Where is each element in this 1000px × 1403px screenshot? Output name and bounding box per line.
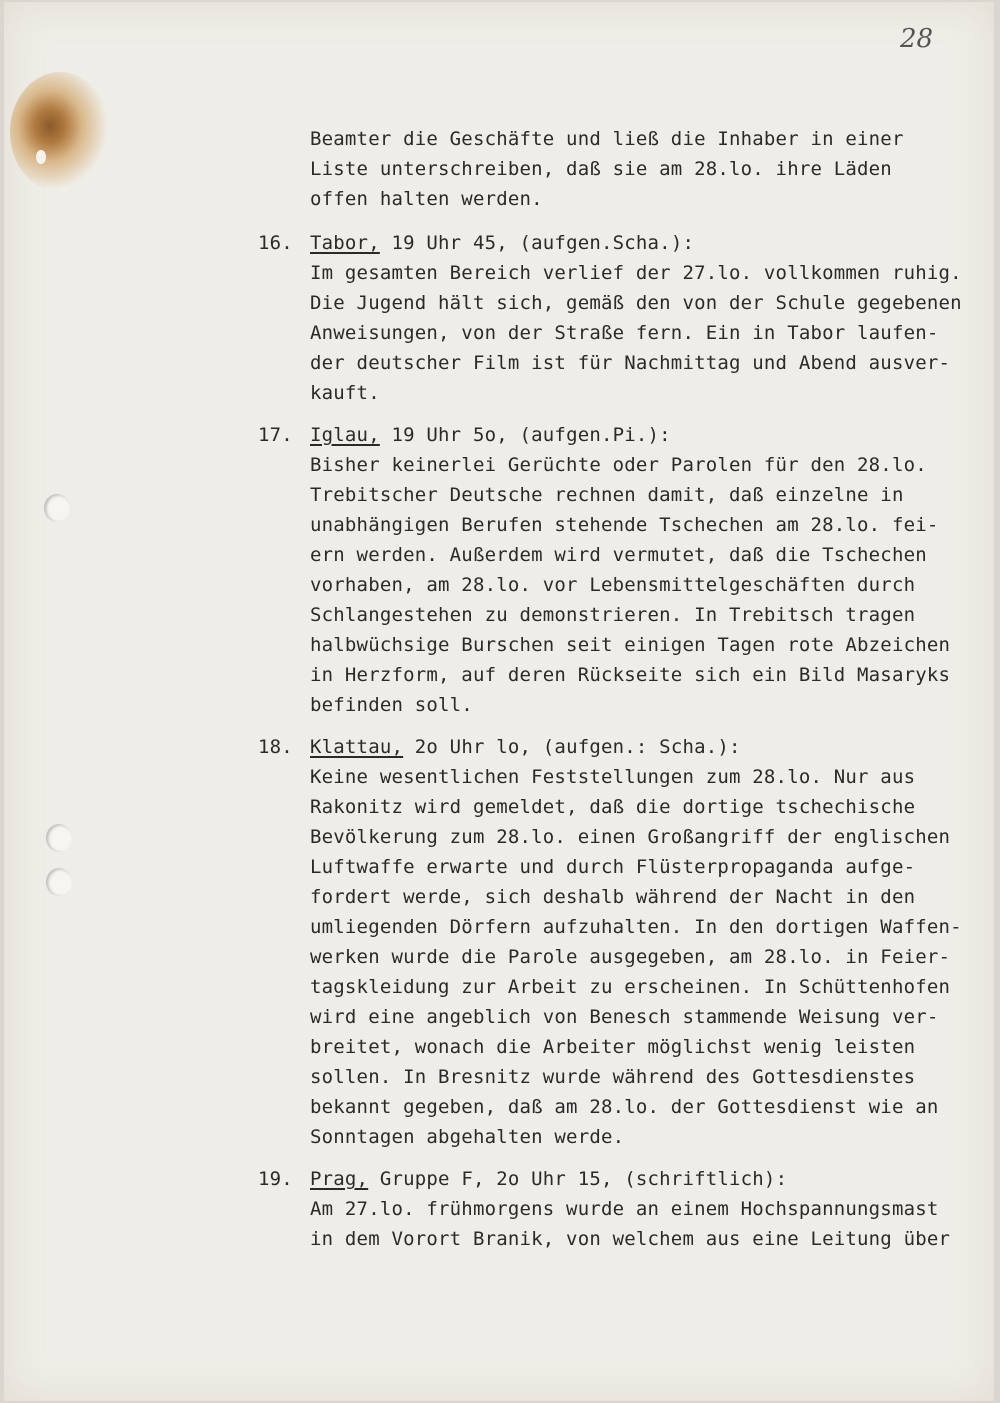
text-line: tagskleidung zur Arbeit zu erscheinen. In Schüttenhofen: [310, 976, 951, 998]
text-line: fordert werde, sich deshalb während der Nacht in den: [310, 886, 916, 908]
entry-heading-rest: Gruppe F, 2o Uhr 15, (schriftlich):: [368, 1168, 788, 1190]
text-line: umliegenden Dörfern aufzuhalten. In den dortigen Waffen-: [310, 916, 962, 938]
text-line: in Herzform, auf deren Rückseite sich ein Bild Masaryks: [310, 664, 951, 686]
text-line: sollen. In Bresnitz wurde während des Gottesdienstes: [310, 1066, 916, 1088]
text-line: Bevölkerung zum 28.lo. einen Großangriff der englischen: [310, 826, 951, 848]
entry-heading: [310, 1164, 787, 1194]
text-line: unabhängigen Berufen stehende Tschechen am 28.lo. fei-: [310, 514, 939, 536]
burn-hole: [36, 150, 46, 164]
text-line: werken wurde die Parole ausgegeben, am 28.lo. in Feier-: [310, 946, 951, 968]
text-line: Beamter die Geschäfte und ließ die Inhaber in einer: [310, 128, 904, 150]
punch-hole: [44, 494, 70, 522]
text-line: der deutscher Film ist für Nachmittag und Abend ausver-: [310, 352, 951, 374]
text-line: halbwüchsige Burschen seit einigen Tagen rote Abzeichen: [310, 634, 951, 656]
text-line: offen halten werden.: [310, 188, 543, 210]
burn-mark: [10, 72, 110, 192]
text-line: Anweisungen, von der Straße fern. Ein in Tabor laufen-: [310, 322, 939, 344]
text-line: Keine wesentlichen Feststellungen zum 28.lo. Nur aus: [310, 766, 916, 788]
entry-heading: [310, 228, 694, 258]
page-number: 28: [900, 24, 934, 54]
text-line: wird eine angeblich von Benesch stammende Weisung ver-: [310, 1006, 939, 1028]
text-line: kauft.: [310, 382, 380, 404]
text-line: breitet, wonach die Arbeiter möglichst wenig leisten: [310, 1036, 916, 1058]
entry-number: 17.: [258, 424, 293, 446]
entry-number: 19.: [258, 1168, 293, 1190]
entry-heading-rest: 2o Uhr lo, (aufgen.: Scha.):: [403, 736, 741, 758]
text-line: Die Jugend hält sich, gemäß den von der Schule gegebenen: [310, 292, 962, 314]
text-line: ern werden. Außerdem wird vermutet, daß die Tschechen: [310, 544, 927, 566]
text-line: Sonntagen abgehalten werde.: [310, 1126, 625, 1148]
text-line: befinden soll.: [310, 694, 473, 716]
text-line: Trebitscher Deutsche rechnen damit, daß einzelne in: [310, 484, 904, 506]
entry-number: 16.: [258, 232, 293, 254]
entry-heading: [310, 732, 741, 762]
entry-place: Iglau,: [310, 424, 380, 446]
entry-heading-rest: 19 Uhr 5o, (aufgen.Pi.):: [379, 424, 671, 446]
text-line: Liste unterschreiben, daß sie am 28.lo. ihre Läden: [310, 158, 892, 180]
punch-hole: [46, 868, 72, 896]
text-line: Im gesamten Bereich verlief der 27.lo. vollkommen ruhig.: [310, 262, 962, 284]
document-page: [4, 2, 994, 1401]
text-line: vorhaben, am 28.lo. vor Lebensmittelgeschäften durch: [310, 574, 916, 596]
punch-hole: [46, 824, 72, 852]
text-line: bekannt gegeben, daß am 28.lo. der Gottesdienst wie an: [310, 1096, 939, 1118]
text-line: Schlangestehen zu demonstrieren. In Trebitsch tragen: [310, 604, 916, 626]
entry-heading-rest: 19 Uhr 45, (aufgen.Scha.):: [379, 232, 695, 254]
entry-place: Prag,: [310, 1168, 369, 1190]
entry-place: Tabor,: [310, 232, 380, 254]
text-line: Bisher keinerlei Gerüchte oder Parolen für den 28.lo.: [310, 454, 927, 476]
text-line: Am 27.lo. frühmorgens wurde an einem Hochspannungsmast: [310, 1198, 939, 1220]
entry-heading: [310, 420, 671, 450]
text-line: Rakonitz wird gemeldet, daß die dortige tschechische: [310, 796, 916, 818]
text-line: Luftwaffe erwarte und durch Flüsterpropaganda aufge-: [310, 856, 916, 878]
text-line: in dem Vorort Branik, von welchem aus eine Leitung über: [310, 1228, 951, 1250]
entry-place: Klattau,: [310, 736, 404, 758]
entry-number: 18.: [258, 736, 293, 758]
